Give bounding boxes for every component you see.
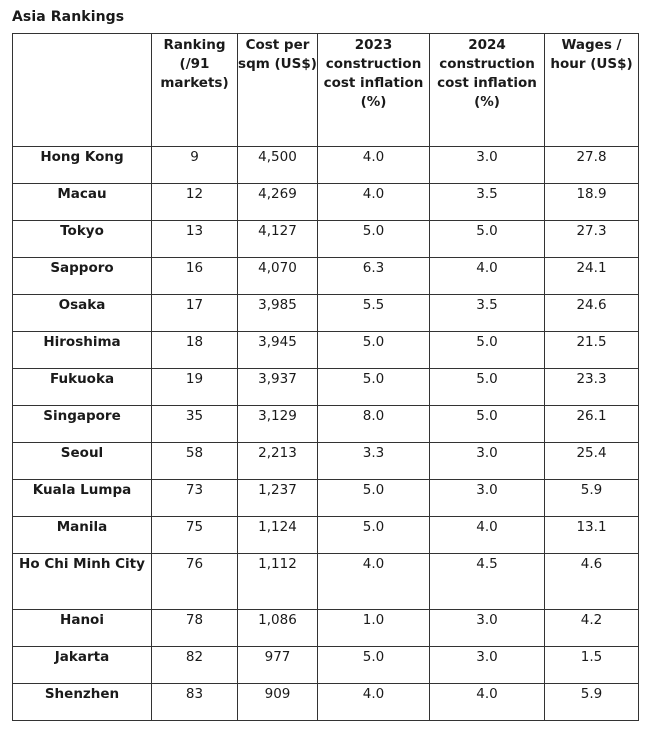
table-row <box>13 647 639 684</box>
city-cell: Kuala Lumpa <box>13 480 152 517</box>
inflation-2023-cell: 5.0 <box>318 480 430 517</box>
table-row <box>13 258 639 295</box>
header-inflation-2023: 2023 construction cost inflation (%) <box>318 34 430 147</box>
city-cell: Hong Kong <box>13 147 152 184</box>
inflation-2023-cell: 3.3 <box>318 443 430 480</box>
inflation-2024-cell: 5.0 <box>430 369 545 406</box>
wages-cell: 24.6 <box>545 295 639 332</box>
city-cell: Jakarta <box>13 647 152 684</box>
wages-cell: 25.4 <box>545 443 639 480</box>
table-row <box>13 443 639 480</box>
header-ranking: Ranking (/91 markets) <box>152 34 238 147</box>
ranking-cell: 75 <box>152 517 238 554</box>
city-cell: Fukuoka <box>13 369 152 406</box>
inflation-2024-cell: 4.0 <box>430 684 545 721</box>
inflation-2024-cell: 5.0 <box>430 332 545 369</box>
city-cell: Hanoi <box>13 610 152 647</box>
city-cell: Singapore <box>13 406 152 443</box>
cost-cell: 4,269 <box>238 184 318 221</box>
ranking-cell: 12 <box>152 184 238 221</box>
table-header-row <box>13 34 639 147</box>
inflation-2023-cell: 8.0 <box>318 406 430 443</box>
inflation-2023-cell: 5.0 <box>318 369 430 406</box>
table-row <box>13 184 639 221</box>
city-cell: Shenzhen <box>13 684 152 721</box>
ranking-cell: 18 <box>152 332 238 369</box>
ranking-cell: 76 <box>152 554 238 610</box>
ranking-cell: 9 <box>152 147 238 184</box>
cost-cell: 909 <box>238 684 318 721</box>
inflation-2024-cell: 3.5 <box>430 184 545 221</box>
inflation-2024-cell: 3.0 <box>430 147 545 184</box>
cost-cell: 4,070 <box>238 258 318 295</box>
ranking-cell: 16 <box>152 258 238 295</box>
ranking-cell: 78 <box>152 610 238 647</box>
ranking-cell: 19 <box>152 369 238 406</box>
ranking-cell: 35 <box>152 406 238 443</box>
city-cell: Tokyo <box>13 221 152 258</box>
inflation-2023-cell: 4.0 <box>318 184 430 221</box>
cost-cell: 2,213 <box>238 443 318 480</box>
inflation-2023-cell: 6.3 <box>318 258 430 295</box>
inflation-2024-cell: 3.0 <box>430 647 545 684</box>
table-row <box>13 332 639 369</box>
cost-cell: 4,127 <box>238 221 318 258</box>
ranking-cell: 82 <box>152 647 238 684</box>
cost-cell: 1,086 <box>238 610 318 647</box>
city-cell: Macau <box>13 184 152 221</box>
table-row <box>13 295 639 332</box>
table-row <box>13 517 639 554</box>
inflation-2024-cell: 3.0 <box>430 480 545 517</box>
cost-cell: 3,985 <box>238 295 318 332</box>
inflation-2024-cell: 5.0 <box>430 221 545 258</box>
header-inflation-2024: 2024 construction cost inflation (%) <box>430 34 545 147</box>
city-cell: Sapporo <box>13 258 152 295</box>
cost-cell: 1,124 <box>238 517 318 554</box>
wages-cell: 24.1 <box>545 258 639 295</box>
table-row <box>13 406 639 443</box>
inflation-2023-cell: 1.0 <box>318 610 430 647</box>
ranking-cell: 83 <box>152 684 238 721</box>
table-row <box>13 147 639 184</box>
table-row <box>13 221 639 258</box>
wages-cell: 26.1 <box>545 406 639 443</box>
inflation-2023-cell: 5.0 <box>318 647 430 684</box>
inflation-2024-cell: 3.0 <box>430 443 545 480</box>
table-row <box>13 480 639 517</box>
ranking-cell: 73 <box>152 480 238 517</box>
inflation-2023-cell: 4.0 <box>318 684 430 721</box>
inflation-2023-cell: 5.0 <box>318 221 430 258</box>
inflation-2024-cell: 4.0 <box>430 258 545 295</box>
wages-cell: 13.1 <box>545 517 639 554</box>
wages-cell: 21.5 <box>545 332 639 369</box>
wages-cell: 18.9 <box>545 184 639 221</box>
header-cost-per-sqm: Cost per sqm (US$) <box>238 34 318 147</box>
ranking-cell: 13 <box>152 221 238 258</box>
cost-cell: 1,112 <box>238 554 318 610</box>
inflation-2024-cell: 5.0 <box>430 406 545 443</box>
city-cell: Manila <box>13 517 152 554</box>
inflation-2023-cell: 5.0 <box>318 517 430 554</box>
wages-cell: 1.5 <box>545 647 639 684</box>
wages-cell: 4.2 <box>545 610 639 647</box>
inflation-2024-cell: 4.5 <box>430 554 545 610</box>
inflation-2024-cell: 4.0 <box>430 517 545 554</box>
cost-cell: 3,945 <box>238 332 318 369</box>
page-title: Asia Rankings <box>12 9 125 25</box>
header-wages-per-hour: Wages / hour (US$) <box>545 34 639 147</box>
city-cell: Seoul <box>13 443 152 480</box>
inflation-2023-cell: 4.0 <box>318 554 430 610</box>
table-row <box>13 684 639 721</box>
table-row <box>13 610 639 647</box>
cost-cell: 3,129 <box>238 406 318 443</box>
ranking-cell: 17 <box>152 295 238 332</box>
city-cell: Hiroshima <box>13 332 152 369</box>
cost-cell: 1,237 <box>238 480 318 517</box>
inflation-2024-cell: 3.0 <box>430 610 545 647</box>
inflation-2024-cell: 3.5 <box>430 295 545 332</box>
wages-cell: 27.8 <box>545 147 639 184</box>
inflation-2023-cell: 5.5 <box>318 295 430 332</box>
inflation-2023-cell: 5.0 <box>318 332 430 369</box>
inflation-2023-cell: 4.0 <box>318 147 430 184</box>
table-row <box>13 369 639 406</box>
wages-cell: 5.9 <box>545 684 639 721</box>
header-city <box>13 34 152 147</box>
asia-rankings-table <box>12 33 639 721</box>
wages-cell: 4.6 <box>545 554 639 610</box>
city-cell: Osaka <box>13 295 152 332</box>
wages-cell: 27.3 <box>545 221 639 258</box>
city-cell: Ho Chi Minh City <box>13 554 152 610</box>
wages-cell: 5.9 <box>545 480 639 517</box>
cost-cell: 3,937 <box>238 369 318 406</box>
wages-cell: 23.3 <box>545 369 639 406</box>
ranking-cell: 58 <box>152 443 238 480</box>
table-row <box>13 554 639 610</box>
cost-cell: 977 <box>238 647 318 684</box>
cost-cell: 4,500 <box>238 147 318 184</box>
